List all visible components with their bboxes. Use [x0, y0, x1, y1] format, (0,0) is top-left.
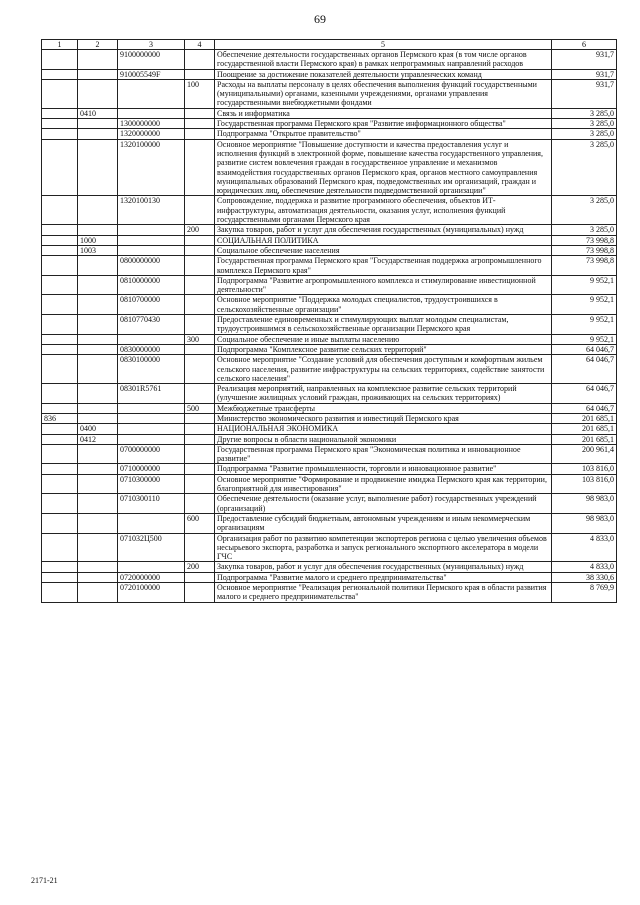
col-target-article: 0800000000 [118, 256, 185, 276]
col-amount: 3 285,0 [552, 119, 617, 129]
col-expense-type: 600 [185, 513, 215, 533]
table-row [42, 572, 617, 582]
col-target-article [118, 108, 185, 118]
col-target-article [118, 513, 185, 533]
col-section-code [78, 50, 118, 70]
col-description: Основное мероприятие "Реализация региональной политики Пермского края в области развития малого и среднего предпринимательства" [215, 583, 552, 603]
col-amount: 64 046,7 [552, 344, 617, 354]
col-expense-type [185, 50, 215, 70]
col-amount: 9 952,1 [552, 334, 617, 344]
header-cell: 6 [552, 40, 617, 50]
col-admin-code [42, 474, 78, 494]
col-admin-code [42, 119, 78, 129]
col-target-article: 1300000000 [118, 119, 185, 129]
col-target-article: 0810770430 [118, 315, 185, 335]
col-amount: 64 046,7 [552, 355, 617, 384]
col-admin-code [42, 108, 78, 118]
col-section-code [78, 384, 118, 404]
col-admin-code [42, 424, 78, 434]
col-description: Министерство экономического развития и инвестиций Пермского края [215, 413, 552, 423]
col-section-code: 1000 [78, 235, 118, 245]
table-row [42, 434, 617, 444]
col-description: Предоставление единовременных и стимулирующих выплат молодым специалистам, трудоустроившимся в сельскохозяйственные организации Пермского края [215, 315, 552, 335]
col-amount: 73 998,8 [552, 256, 617, 276]
header-cell: 5 [215, 40, 552, 50]
col-description: Межбюджетные трансферты [215, 403, 552, 413]
col-target-article [118, 424, 185, 434]
col-section-code [78, 315, 118, 335]
table-row [42, 50, 617, 70]
col-target-article: 0830100000 [118, 355, 185, 384]
table-row [42, 583, 617, 603]
col-admin-code [42, 403, 78, 413]
col-target-article: 0720100000 [118, 583, 185, 603]
col-amount: 3 285,0 [552, 108, 617, 118]
col-section-code [78, 129, 118, 139]
table-row [42, 384, 617, 404]
col-description: Основное мероприятие "Создание условий для обеспечения доступным и комфортным жильем сельского населения, развитие инфраструктуры на сельских территориях, содействие занятости сельского населения" [215, 355, 552, 384]
footer-code: 2171-21 [31, 876, 58, 885]
col-expense-type [185, 129, 215, 139]
col-description: Предоставление субсидий бюджетным, автономным учреждениям и иным некоммерческим организациям [215, 513, 552, 533]
col-expense-type [185, 196, 215, 225]
col-expense-type [185, 424, 215, 434]
col-target-article: 0810700000 [118, 295, 185, 315]
col-expense-type: 200 [185, 225, 215, 235]
col-section-code [78, 444, 118, 464]
col-target-article: 0710300000 [118, 474, 185, 494]
col-section-code [78, 513, 118, 533]
col-amount: 4 833,0 [552, 533, 617, 562]
col-target-article: 9100000000 [118, 50, 185, 70]
header-cell: 3 [118, 40, 185, 50]
col-description: Закупка товаров, работ и услуг для обеспечения государственных (муниципальных) нужд [215, 562, 552, 572]
col-section-code [78, 196, 118, 225]
col-admin-code [42, 275, 78, 295]
col-description: Обеспечение деятельности (оказание услуг, выполнение работ) государственных учреждений (организаций) [215, 494, 552, 514]
col-admin-code [42, 50, 78, 70]
table-header-row [42, 40, 617, 50]
table-row [42, 69, 617, 79]
header-cell: 2 [78, 40, 118, 50]
table-row [42, 464, 617, 474]
table-row [42, 79, 617, 108]
col-target-article [118, 79, 185, 108]
col-target-article: 0700000000 [118, 444, 185, 464]
col-amount: 73 998,8 [552, 245, 617, 255]
col-expense-type: 500 [185, 403, 215, 413]
col-expense-type [185, 434, 215, 444]
col-amount: 38 330,6 [552, 572, 617, 582]
col-target-article [118, 403, 185, 413]
table-row [42, 403, 617, 413]
table-row [42, 315, 617, 335]
col-description: Связь и информатика [215, 108, 552, 118]
col-amount: 3 285,0 [552, 129, 617, 139]
col-section-code [78, 533, 118, 562]
col-amount: 3 285,0 [552, 196, 617, 225]
col-description: Реализация мероприятий, направленных на комплексное развитие сельских территорий (улучшение жилищных условий граждан, проживающих на сельских территориях) [215, 384, 552, 404]
col-amount: 3 285,0 [552, 139, 617, 196]
col-expense-type [185, 245, 215, 255]
table-row [42, 355, 617, 384]
table-row [42, 108, 617, 118]
col-section-code [78, 403, 118, 413]
table-row [42, 513, 617, 533]
col-admin-code [42, 583, 78, 603]
col-section-code [78, 474, 118, 494]
col-amount: 201 685,1 [552, 434, 617, 444]
col-admin-code [42, 79, 78, 108]
col-amount: 9 952,1 [552, 295, 617, 315]
col-section-code [78, 295, 118, 315]
col-description: Поощрение за достижение показателей деятельности управленческих команд [215, 69, 552, 79]
col-admin-code [42, 295, 78, 315]
col-description: НАЦИОНАЛЬНАЯ ЭКОНОМИКА [215, 424, 552, 434]
col-admin-code [42, 444, 78, 464]
col-target-article [118, 225, 185, 235]
col-admin-code [42, 464, 78, 474]
col-target-article: 1320100000 [118, 139, 185, 196]
col-description: Закупка товаров, работ и услуг для обеспечения государственных (муниципальных) нужд [215, 225, 552, 235]
col-expense-type [185, 494, 215, 514]
col-amount: 103 816,0 [552, 464, 617, 474]
col-expense-type [185, 444, 215, 464]
col-amount: 98 983,0 [552, 494, 617, 514]
table-row [42, 344, 617, 354]
col-amount: 200 961,4 [552, 444, 617, 464]
col-admin-code [42, 129, 78, 139]
col-description: Подпрограмма "Открытое правительство" [215, 129, 552, 139]
col-target-article [118, 562, 185, 572]
table-row [42, 424, 617, 434]
col-admin-code [42, 513, 78, 533]
col-target-article: 0710300110 [118, 494, 185, 514]
col-amount: 64 046,7 [552, 384, 617, 404]
col-amount: 201 685,1 [552, 413, 617, 423]
col-description: Обеспечение деятельности государственных органов Пермского края (в том числе органов государственной власти Пермского края) в рамках непрограммных направлений расходов [215, 50, 552, 70]
col-description: Государственная программа Пермского края "Государственная поддержка агропромышленного комплекса Пермского края" [215, 256, 552, 276]
table-row [42, 225, 617, 235]
col-expense-type [185, 474, 215, 494]
col-admin-code [42, 572, 78, 582]
col-target-article [118, 334, 185, 344]
col-admin-code [42, 434, 78, 444]
col-amount: 931,7 [552, 79, 617, 108]
col-target-article: 1320000000 [118, 129, 185, 139]
table-row [42, 413, 617, 423]
col-admin-code [42, 334, 78, 344]
col-expense-type [185, 464, 215, 474]
col-section-code [78, 69, 118, 79]
table-row [42, 129, 617, 139]
table-row [42, 139, 617, 196]
col-section-code [78, 355, 118, 384]
col-expense-type [185, 413, 215, 423]
col-admin-code [42, 139, 78, 196]
col-amount: 4 833,0 [552, 562, 617, 572]
col-target-article [118, 245, 185, 255]
col-section-code [78, 413, 118, 423]
col-target-article: 0830000000 [118, 344, 185, 354]
col-section-code [78, 572, 118, 582]
col-description: Основное мероприятие "Повышение доступности и качества предоставления услуг и исполнения функций в электронной форме, повышение качества государственного управления, развитие систем вовлечения граждан в государственное управление и механизмов взаимодействия государственных органов Пермского края, органов местного самоуправления муниципальных образований Пермского края, подведомственных им организаций, граждан и юридических лиц, обеспечение деятельности подведомственной организации" [215, 139, 552, 196]
col-expense-type [185, 235, 215, 245]
col-admin-code [42, 562, 78, 572]
col-description: Социальное обеспечение населения [215, 245, 552, 255]
col-section-code: 1003 [78, 245, 118, 255]
col-amount: 3 285,0 [552, 225, 617, 235]
col-expense-type [185, 355, 215, 384]
table-row [42, 474, 617, 494]
col-description: Основное мероприятие "Формирование и продвижение имиджа Пермского края как территории, благоприятной для инвестирования" [215, 474, 552, 494]
col-section-code: 0412 [78, 434, 118, 444]
col-admin-code: 836 [42, 413, 78, 423]
col-expense-type [185, 533, 215, 562]
col-expense-type [185, 69, 215, 79]
col-amount: 103 816,0 [552, 474, 617, 494]
col-description: Социальное обеспечение и иные выплаты населению [215, 334, 552, 344]
col-admin-code [42, 355, 78, 384]
col-description: Подпрограмма "Комплексное развитие сельских территорий" [215, 344, 552, 354]
col-target-article [118, 413, 185, 423]
table-row [42, 245, 617, 255]
col-amount: 9 952,1 [552, 275, 617, 295]
col-admin-code [42, 245, 78, 255]
col-amount: 98 983,0 [552, 513, 617, 533]
col-target-article: 1320100130 [118, 196, 185, 225]
col-admin-code [42, 196, 78, 225]
col-description: Другие вопросы в области национальной экономики [215, 434, 552, 444]
col-admin-code [42, 256, 78, 276]
table-row [42, 235, 617, 245]
col-description: Основное мероприятие "Поддержка молодых специалистов, трудоустроившихся в сельскохозяйственные организации" [215, 295, 552, 315]
col-section-code: 0400 [78, 424, 118, 434]
col-expense-type [185, 275, 215, 295]
col-amount: 9 952,1 [552, 315, 617, 335]
table-row [42, 119, 617, 129]
col-admin-code [42, 533, 78, 562]
col-expense-type [185, 315, 215, 335]
col-target-article [118, 434, 185, 444]
col-admin-code [42, 494, 78, 514]
col-expense-type: 100 [185, 79, 215, 108]
col-expense-type [185, 295, 215, 315]
col-section-code [78, 275, 118, 295]
col-section-code [78, 139, 118, 196]
col-admin-code [42, 69, 78, 79]
col-description: Государственная программа Пермского края "Экономическая политика и инновационное развитие" [215, 444, 552, 464]
col-amount: 201 685,1 [552, 424, 617, 434]
table-row [42, 494, 617, 514]
col-description: Подпрограмма "Развитие малого и среднего предпринимательства" [215, 572, 552, 582]
page-number: 69 [314, 12, 326, 26]
table-row [42, 256, 617, 276]
col-expense-type [185, 108, 215, 118]
table-row [42, 444, 617, 464]
col-section-code [78, 494, 118, 514]
col-expense-type [185, 572, 215, 582]
col-description: Организация работ по развитию компетенции экспортеров региона с целью увеличения объемов несырьевого экспорта, разработка и запуск регионального экспортного акселератора в модели ГЧС [215, 533, 552, 562]
table-row [42, 295, 617, 315]
col-description: Расходы на выплаты персоналу в целях обеспечения выполнения функций государственными (муниципальными) органами, казенными учреждениями, органами управления государственными внебюджетными фондами [215, 79, 552, 108]
col-amount: 73 998,8 [552, 235, 617, 245]
col-admin-code [42, 235, 78, 245]
header-cell: 4 [185, 40, 215, 50]
col-target-article: 0710000000 [118, 464, 185, 474]
col-admin-code [42, 384, 78, 404]
col-description: Подпрограмма "Развитие агропромышленного комплекса и стимулирование инвестиционной деятельности" [215, 275, 552, 295]
col-amount: 64 046,7 [552, 403, 617, 413]
col-amount: 931,7 [552, 50, 617, 70]
col-amount: 931,7 [552, 69, 617, 79]
col-section-code [78, 334, 118, 344]
col-expense-type: 200 [185, 562, 215, 572]
col-description: Подпрограмма "Развитие промышленности, торговли и инновационное развитие" [215, 464, 552, 474]
col-target-article [118, 235, 185, 245]
table-row [42, 334, 617, 344]
col-expense-type: 300 [185, 334, 215, 344]
col-expense-type [185, 344, 215, 354]
table-row [42, 562, 617, 572]
col-section-code [78, 344, 118, 354]
col-amount: 8 769,9 [552, 583, 617, 603]
col-section-code [78, 464, 118, 474]
table-row [42, 196, 617, 225]
col-section-code [78, 119, 118, 129]
col-section-code [78, 225, 118, 235]
col-section-code: 0410 [78, 108, 118, 118]
col-target-article: 08301R5761 [118, 384, 185, 404]
table-row [42, 275, 617, 295]
table-row [42, 533, 617, 562]
col-section-code [78, 256, 118, 276]
col-expense-type [185, 139, 215, 196]
col-admin-code [42, 225, 78, 235]
col-target-article: 910005549F [118, 69, 185, 79]
col-expense-type [185, 119, 215, 129]
col-section-code [78, 562, 118, 572]
col-target-article: 071032Ц500 [118, 533, 185, 562]
budget-table [41, 39, 617, 603]
col-description: Государственная программа Пермского края "Развитие информационного общества" [215, 119, 552, 129]
col-admin-code [42, 344, 78, 354]
col-target-article: 0810000000 [118, 275, 185, 295]
col-admin-code [42, 315, 78, 335]
col-description: Сопровождение, поддержка и развитие программного обеспечения, объектов ИТ-инфраструктуры, автоматизация деятельности, оказания услуг, исполнения функций государственными органами Пермского края [215, 196, 552, 225]
col-target-article: 0720000000 [118, 572, 185, 582]
col-section-code [78, 583, 118, 603]
col-expense-type [185, 583, 215, 603]
col-expense-type [185, 384, 215, 404]
col-description: СОЦИАЛЬНАЯ ПОЛИТИКА [215, 235, 552, 245]
col-expense-type [185, 256, 215, 276]
header-cell: 1 [42, 40, 78, 50]
col-section-code [78, 79, 118, 108]
